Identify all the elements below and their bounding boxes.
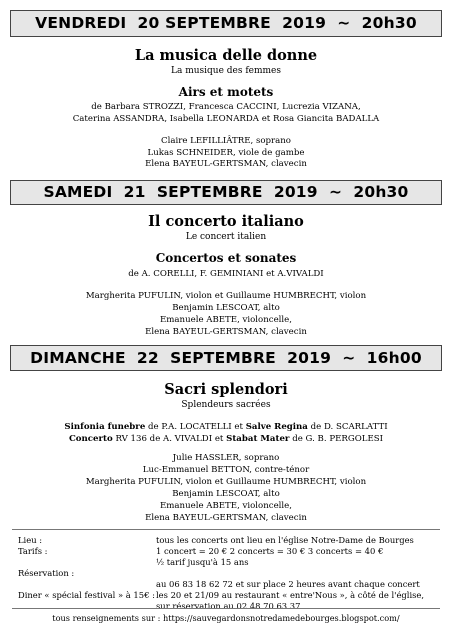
day3-performer: Emanuele ABETE, violoncelle, (160, 501, 292, 511)
conjunction: et (231, 422, 246, 432)
composer: de D. SCARLATTI (307, 422, 388, 432)
day1-program-title: Airs et motets (178, 85, 274, 99)
tarifs-value: 1 concert = 20 € 2 concerts = 30 € 3 concerts = 40 € (156, 546, 384, 556)
day3-program-line2 (0, 435, 452, 444)
work-title: Salve Regina (245, 422, 308, 432)
day1-performer: Claire LEFILLIÂTRE, soprano (161, 136, 291, 146)
day2-title: Il concerto italiano (148, 213, 304, 230)
day3-performer: Benjamin LESCOAT, alto (172, 489, 280, 499)
footer-info-link[interactable]: tous renseignements sur : https://sauvegardonsnotredamedebourges.blogspot.com/ (52, 613, 400, 623)
day2-composers: de A. CORELLI, F. GEMINIANI et A.VIVALDI (128, 269, 324, 279)
day3-performer: Luc-Emmanuel BETTON, contre-ténor (142, 465, 310, 475)
day1-performer: Lukas SCHNEIDER, viole de gambe (147, 148, 305, 158)
day2-performer: Margherita PUFULIN, violon et Guillaume HUMBRECHT, violon (85, 291, 367, 301)
divider (12, 608, 440, 609)
day1-title: La musica delle donne (134, 47, 318, 64)
day3-subtitle: Splendeurs sacrées (181, 400, 271, 410)
work-title: Stabat Mater (226, 434, 290, 444)
diner-label: Diner « spécial festival » à 15€ : (18, 590, 155, 600)
day3-program-line1 (0, 423, 452, 432)
lieu-value: tous les concerts ont lieu en l'église Notre-Dame de Bourges (156, 535, 414, 545)
day2-program-title: Concertos et sonates (155, 251, 297, 265)
lieu-label: Lieu : (18, 535, 43, 545)
day1-composers-line1: de Barbara STROZZI, Francesca CACCINI, Lucrezia VIZANA, (91, 102, 361, 112)
day1-performer: Elena BAYEUL-GERTSMAN, clavecin (145, 159, 307, 169)
day3-performer: Margherita PUFULIN, violon et Guillaume HUMBRECHT, violon (85, 477, 367, 487)
composer: de G. B. PERGOLESI (289, 434, 384, 444)
tarifs-label: Tarifs : (18, 546, 48, 556)
day1-subtitle: La musique des femmes (170, 66, 281, 76)
conjunction: et (212, 434, 227, 444)
day1-header-band: VENDREDI 20 SEPTEMBRE 2019 ~ 20h30 (10, 10, 442, 37)
diner-value: les 20 et 21/09 au restaurant « entre'Nous », à côté de l'église, (156, 590, 425, 600)
day2-performer: Benjamin LESCOAT, alto (172, 303, 280, 313)
day3-performer: Julie HASSLER, soprano (172, 453, 280, 463)
day2-performer: Elena BAYEUL-GERTSMAN, clavecin (145, 327, 307, 337)
day2-performer: Emanuele ABETE, violoncelle, (160, 315, 292, 325)
day1-composers-line2: Caterina ASSANDRA, Isabella LEONARDA et Rosa Giancita BADALLA (72, 114, 380, 124)
day3-title: Sacri splendori (164, 381, 288, 398)
day2-subtitle: Le concert italien (185, 232, 267, 242)
reservation-label: Réservation : (18, 568, 75, 578)
reservation-value: au 06 83 18 62 72 et sur place 2 heures avant chaque concert (156, 579, 420, 589)
composer: de P.A. LOCATELLI (145, 422, 232, 432)
day3-header-band: DIMANCHE 22 SEPTEMBRE 2019 ~ 16h00 (10, 345, 442, 371)
work-title: Concerto (68, 434, 113, 444)
divider (12, 529, 440, 530)
composer: RV 136 de A. VIVALDI (112, 434, 213, 444)
day3-performer: Elena BAYEUL-GERTSMAN, clavecin (145, 513, 307, 523)
day2-header-band: SAMEDI 21 SEPTEMBRE 2019 ~ 20h30 (10, 180, 442, 205)
work-title: Sinfonia funebre (64, 422, 146, 432)
diner-value-2: sur réservation au 02 48 70 63 37 (156, 601, 301, 611)
tarifs-reduit: ½ tarif jusqu'à 15 ans (156, 557, 249, 567)
